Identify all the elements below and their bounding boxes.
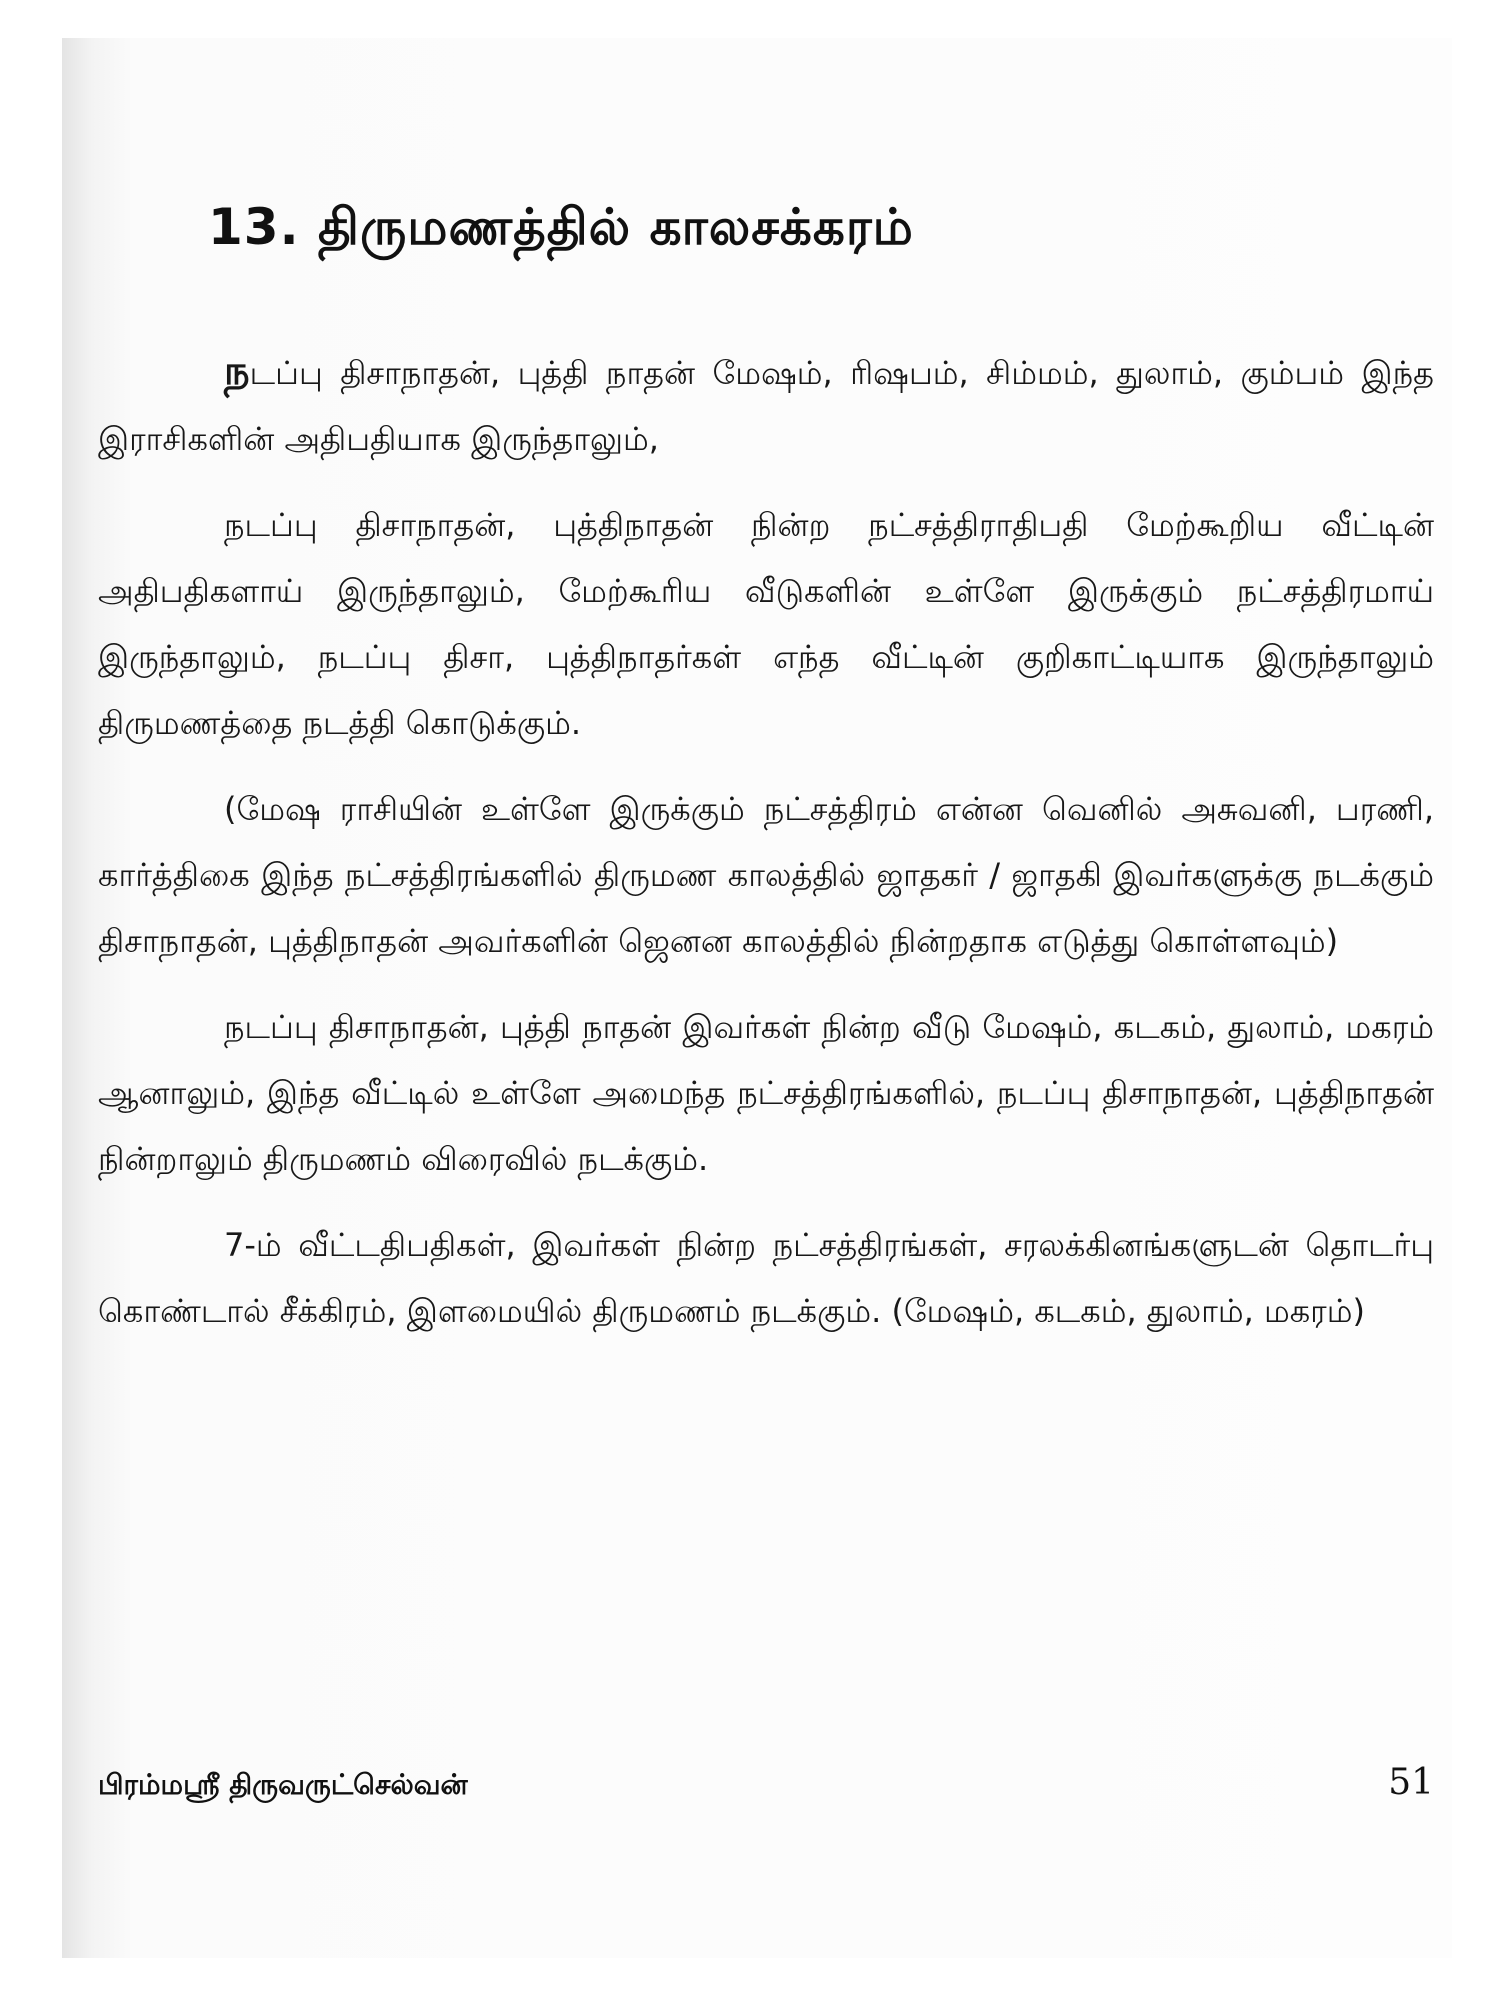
book-page	[62, 38, 1452, 1958]
page-footer	[98, 1762, 1434, 1828]
chapter-body	[98, 338, 1434, 1364]
author-name: பிரம்மஸ்ரீ திருவருட்செல்வன்	[98, 1768, 468, 1801]
page-number: 51	[1388, 1762, 1434, 1803]
paragraph-1-text: டப்பு திசாநாதன், புத்தி நாதன் மேஷம், ரிஷபம், சிம்மம், துலாம், கும்பம் இந்த இராசிகளின் அதிபதியாக இருந்தாலும்,	[98, 354, 1435, 458]
chapter-title: 13. திருமணத்தில் காலசக்கரம்	[208, 197, 914, 256]
page-content	[98, 38, 1434, 1958]
paragraph-1	[98, 338, 1434, 472]
paragraph-3: (மேஷ ராசியின் உள்ளே இருக்கும் நட்சத்திரம் என்ன வெனில் அசுவனி, பரணி, கார்த்திகை இந்த நட்சத்திரங்களில் திருமண காலத்தில் ஜாதகர் / ஜாதகி இவர்களுக்கு நடக்கும் திசாநாதன், புத்திநாதன் அவர்களின் ஜெனன காலத்தில் நின்றதாக எடுத்து கொள்ளவும்)	[98, 790, 1434, 960]
paragraph-2: நடப்பு திசாநாதன், புத்திநாதன் நின்ற நட்சத்திராதிபதி மேற்கூறிய வீட்டின் அதிபதிகளாய் இருந்தாலும், மேற்கூரிய வீடுகளின் உள்ளே இருக்கும் நட்சத்திரமாய் இருந்தாலும், நடப்பு திசா, புத்திநாதர்கள் எந்த வீட்டின் குறிகாட்டியாக இருந்தாலும் திருமணத்தை நடத்தி கொடுக்கும்.	[98, 506, 1434, 742]
paragraph-5: 7-ம் வீட்டதிபதிகள், இவர்கள் நின்ற நட்சத்திரங்கள், சரலக்கினங்களுடன் தொடர்பு கொண்டால் சீக்கிரம், இளமையில் திருமணம் நடக்கும். (மேஷம், கடகம், துலாம், மகரம்)	[98, 1226, 1434, 1330]
drop-cap: ந	[224, 348, 250, 394]
paragraph-4: நடப்பு திசாநாதன், புத்தி நாதன் இவர்கள் நின்ற வீடு மேஷம், கடகம், துலாம், மகரம் ஆனாலும், இந்த வீட்டில் உள்ளே அமைந்த நட்சத்திரங்களில், நடப்பு திசாநாதன், புத்திநாதன் நின்றாலும் திருமணம் விரைவில் நடக்கும்.	[98, 1008, 1435, 1178]
